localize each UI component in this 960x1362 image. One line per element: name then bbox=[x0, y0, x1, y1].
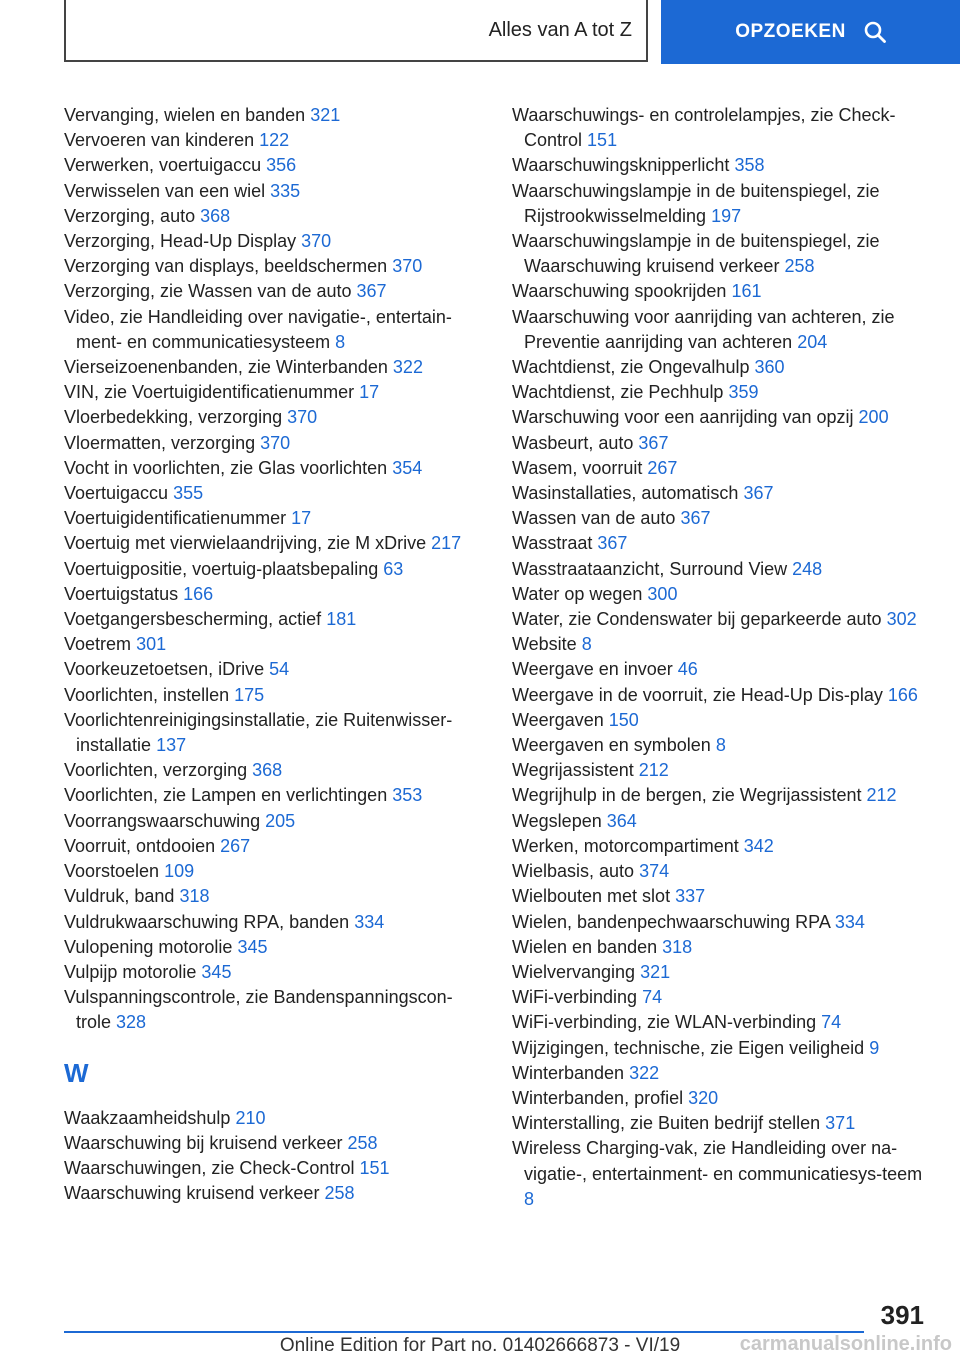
magnifier-icon bbox=[864, 21, 886, 43]
page-link[interactable]: 8 bbox=[581, 634, 592, 655]
page-link[interactable]: 345 bbox=[237, 936, 268, 957]
index-column-left bbox=[64, 103, 479, 1206]
page-link[interactable]: 322 bbox=[629, 1062, 660, 1083]
page-link[interactable]: 9 bbox=[869, 1037, 880, 1058]
index-entry bbox=[512, 1111, 932, 1136]
page-link[interactable]: 367 bbox=[638, 432, 669, 453]
index-entry-text: Weergave in de voorruit, zie Head-Up Dis‐play bbox=[512, 684, 883, 705]
page-link[interactable]: 371 bbox=[825, 1113, 856, 1134]
page-link[interactable]: 334 bbox=[354, 911, 385, 932]
page-link[interactable]: 370 bbox=[301, 231, 332, 252]
page-link[interactable]: 197 bbox=[711, 205, 742, 226]
page-link[interactable]: 217 bbox=[431, 533, 462, 554]
index-entry bbox=[64, 1181, 479, 1206]
index-entry-text: Vulopening motorolie bbox=[64, 936, 233, 957]
index-entry-text: WiFi-verbinding bbox=[512, 987, 638, 1008]
index-entry-text: Weergaven en symbolen bbox=[512, 735, 711, 756]
index-entry-text: Wielen en banden bbox=[512, 936, 658, 957]
page-link[interactable]: 17 bbox=[359, 382, 380, 403]
page-link[interactable]: 300 bbox=[647, 583, 678, 604]
page-link[interactable]: 212 bbox=[638, 760, 669, 781]
index-entry-text: Wasstraat bbox=[512, 533, 593, 554]
index-entry bbox=[512, 456, 932, 481]
index-entry bbox=[64, 607, 479, 632]
index-entry bbox=[512, 431, 932, 456]
page-link[interactable]: 151 bbox=[587, 130, 618, 151]
page-link[interactable]: 328 bbox=[116, 1012, 147, 1033]
index-entry bbox=[64, 985, 479, 1035]
index-entry bbox=[64, 179, 479, 204]
index-entry bbox=[512, 632, 932, 657]
index-entry-text: Voertuigaccu bbox=[64, 483, 169, 504]
watermark: carmanualsonline.info bbox=[739, 1333, 952, 1355]
page-link[interactable]: 321 bbox=[640, 961, 671, 982]
index-entry-text: Wielen, bandenpechwaarschuwing RPA bbox=[512, 911, 830, 932]
index-entry bbox=[64, 456, 479, 481]
index-entry-text: Video, zie Handleiding over navigatie-, entertain‐ment- en communicatiesysteem bbox=[64, 306, 452, 352]
index-entry bbox=[512, 405, 932, 430]
page-link[interactable]: 204 bbox=[797, 331, 828, 352]
page-link[interactable]: 151 bbox=[359, 1157, 390, 1178]
index-entry-text: Voertuig met vierwielaandrijving, zie M xDrive bbox=[64, 533, 427, 554]
page-link[interactable]: 359 bbox=[728, 382, 759, 403]
index-entry bbox=[512, 103, 932, 153]
index-entry-text: Vuldruk, band bbox=[64, 886, 175, 907]
index-entry-text: Voorlichten, verzorging bbox=[64, 760, 248, 781]
page-link[interactable]: 8 bbox=[524, 1188, 535, 1209]
page-link[interactable]: 360 bbox=[754, 357, 785, 378]
index-entry-text: Werken, motorcompartiment bbox=[512, 835, 739, 856]
index-entry bbox=[512, 985, 932, 1010]
index-entry bbox=[512, 809, 932, 834]
index-entry bbox=[64, 859, 479, 884]
index-entry-text: Voorkeuzetoetsen, iDrive bbox=[64, 659, 265, 680]
index-entry bbox=[64, 431, 479, 456]
index-entry-text: Voorlichten, instellen bbox=[64, 684, 230, 705]
index-entry-text: Vuldrukwaarschuwing RPA, banden bbox=[64, 911, 350, 932]
page-link[interactable]: 205 bbox=[265, 810, 296, 831]
index-entry bbox=[512, 1036, 932, 1061]
index-entry-text: Wegslepen bbox=[512, 810, 602, 831]
index-entry-text: Weergaven bbox=[512, 709, 604, 730]
index-entry-text: Verzorging, Head-Up Display bbox=[64, 231, 297, 252]
page-link[interactable]: 8 bbox=[715, 735, 726, 756]
index-entry-text: Winterbanden bbox=[512, 1062, 625, 1083]
index-entry-text: Voorrangswaarschuwing bbox=[64, 810, 261, 831]
index-entry-text: Wasbeurt, auto bbox=[512, 432, 634, 453]
page-link[interactable]: 356 bbox=[266, 155, 297, 176]
search-label: OPZOEKEN bbox=[735, 21, 846, 42]
index-entry-text: Winterbanden, profiel bbox=[512, 1087, 684, 1108]
index-entry-text: Verwerken, voertuigaccu bbox=[64, 155, 262, 176]
index-entry bbox=[512, 1010, 932, 1035]
page-number: 391 bbox=[880, 1300, 924, 1330]
index-entry-text: Winterstalling, zie Buiten bedrijf stellen bbox=[512, 1113, 821, 1134]
page-link[interactable]: 258 bbox=[784, 256, 815, 277]
index-entry bbox=[64, 380, 479, 405]
index-entry-text: Wasinstallaties, automatisch bbox=[512, 483, 739, 504]
index-entry-text: Voertuigpositie, voertuig-plaatsbepaling bbox=[64, 558, 379, 579]
index-entry-text: Voetgangersbescherming, actief bbox=[64, 609, 322, 630]
page-link[interactable]: 212 bbox=[866, 785, 897, 806]
index-entry-text: Wireless Charging-vak, zie Handleiding over na‐vigatie-, entertainment- en communicatiesys‐teem bbox=[512, 1138, 923, 1184]
page-link[interactable]: 54 bbox=[269, 659, 290, 680]
index-entry-text: Weergave en invoer bbox=[512, 659, 673, 680]
page-link[interactable]: 248 bbox=[792, 558, 823, 579]
index-entry bbox=[64, 153, 479, 178]
index-entry-text: Voertuigidentificatienummer bbox=[64, 508, 287, 529]
index-entry-text: Waarschuwings- en controlelampjes, zie Check-Control bbox=[512, 105, 896, 151]
page-link[interactable]: 345 bbox=[201, 961, 232, 982]
index-entry bbox=[64, 531, 479, 556]
index-entry bbox=[64, 103, 479, 128]
index-entry-text: Wachtdienst, zie Pechhulp bbox=[512, 382, 724, 403]
page-link[interactable]: 109 bbox=[164, 861, 195, 882]
page-link[interactable]: 367 bbox=[743, 483, 774, 504]
index-entry bbox=[512, 733, 932, 758]
index-entry-text: Wegrijhulp in de bergen, zie Wegrijassistent bbox=[512, 785, 862, 806]
index-entry bbox=[512, 683, 932, 708]
index-entry bbox=[512, 380, 932, 405]
index-entry bbox=[64, 1106, 479, 1131]
page-link[interactable]: 355 bbox=[173, 483, 204, 504]
page-link[interactable]: 200 bbox=[858, 407, 889, 428]
page-link[interactable]: 322 bbox=[392, 357, 423, 378]
page-link[interactable]: 210 bbox=[235, 1107, 266, 1128]
index-entry bbox=[512, 1136, 932, 1212]
index-entry-text: Voorlichten, zie Lampen en verlichtingen bbox=[64, 785, 388, 806]
search-button[interactable] bbox=[661, 0, 960, 64]
index-entry bbox=[512, 935, 932, 960]
page-link[interactable]: 8 bbox=[335, 331, 346, 352]
page-link[interactable]: 370 bbox=[392, 256, 423, 277]
index-entry bbox=[64, 960, 479, 985]
index-entry bbox=[512, 884, 932, 909]
page-link[interactable]: 150 bbox=[608, 709, 639, 730]
index-entry bbox=[512, 783, 932, 808]
index-entry bbox=[64, 708, 479, 758]
page-link[interactable]: 166 bbox=[183, 583, 214, 604]
page-link[interactable]: 354 bbox=[392, 457, 423, 478]
page-link[interactable]: 137 bbox=[156, 735, 187, 756]
index-entry-text: Wegrijassistent bbox=[512, 760, 634, 781]
index-entry bbox=[64, 1156, 479, 1181]
index-entry bbox=[64, 683, 479, 708]
index-entry-text: Water op wegen bbox=[512, 583, 643, 604]
page-link[interactable]: 267 bbox=[220, 835, 251, 856]
index-entry-text: Waarschuwing kruisend verkeer bbox=[64, 1183, 320, 1204]
page-link[interactable]: 161 bbox=[731, 281, 762, 302]
index-entry bbox=[512, 229, 932, 279]
index-entry-text: Voorruit, ontdooien bbox=[64, 835, 216, 856]
page-link[interactable]: 46 bbox=[677, 659, 698, 680]
page-link[interactable]: 370 bbox=[287, 407, 318, 428]
index-entry bbox=[512, 1086, 932, 1111]
index-entry-text: Wielvervanging bbox=[512, 961, 636, 982]
index-entry bbox=[512, 279, 932, 304]
index-entry bbox=[64, 809, 479, 834]
tab-label: Alles van A tot Z bbox=[488, 18, 632, 41]
index-entry bbox=[512, 708, 932, 733]
index-entry bbox=[512, 607, 932, 632]
index-entry bbox=[512, 758, 932, 783]
index-entry bbox=[512, 153, 932, 178]
index-column-right bbox=[512, 103, 932, 1212]
page-link[interactable]: 166 bbox=[887, 684, 918, 705]
tab-alles-van-a-tot-z[interactable] bbox=[64, 0, 648, 62]
page-link[interactable]: 367 bbox=[356, 281, 387, 302]
page-link[interactable]: 301 bbox=[136, 634, 167, 655]
index-entry-text: Voorstoelen bbox=[64, 861, 160, 882]
index-entry-text: Waarschuwing voor aanrijding van achteren, zie Preventie aanrijding van achteren bbox=[512, 306, 895, 352]
page-link[interactable]: 74 bbox=[821, 1012, 842, 1033]
index-entry-text: Website bbox=[512, 634, 577, 655]
index-entry bbox=[512, 910, 932, 935]
index-entry-text: Waarschuwing bij kruisend verkeer bbox=[64, 1132, 343, 1153]
index-entry bbox=[64, 632, 479, 657]
index-entry bbox=[64, 557, 479, 582]
index-entry bbox=[64, 305, 479, 355]
index-entry-text: Voorlichtenreinigingsinstallatie, zie Ruitenwisser‐installatie bbox=[64, 709, 453, 756]
page-link[interactable]: 367 bbox=[680, 508, 711, 529]
index-entry-text: Wijzigingen, technische, zie Eigen veiligheid bbox=[512, 1037, 865, 1058]
index-entry-text: Voertuigstatus bbox=[64, 583, 179, 604]
page-link[interactable]: 353 bbox=[392, 785, 423, 806]
index-entry-text: Water, zie Condenswater bij geparkeerde auto bbox=[512, 609, 882, 630]
index-list-w-continued bbox=[512, 103, 932, 1212]
section-letter: W bbox=[64, 1057, 89, 1088]
index-entry-text: Voetrem bbox=[64, 634, 132, 655]
index-entry-text: Vervanging, wielen en banden bbox=[64, 105, 306, 125]
index-entry bbox=[64, 204, 479, 229]
index-entry bbox=[64, 405, 479, 430]
page-link[interactable]: 74 bbox=[642, 987, 663, 1008]
index-entry bbox=[512, 557, 932, 582]
index-entry bbox=[64, 582, 479, 607]
index-entry-text: Vulpijp motorolie bbox=[64, 961, 197, 982]
page-link[interactable]: 367 bbox=[597, 533, 628, 554]
page-link[interactable]: 267 bbox=[647, 457, 678, 478]
index-entry-text: Waarschuwingsknipperlicht bbox=[512, 155, 730, 176]
page-link[interactable]: 17 bbox=[291, 508, 312, 529]
index-entry-text: Wasem, voorruit bbox=[512, 457, 643, 478]
page-link[interactable]: 358 bbox=[734, 155, 765, 176]
index-entry bbox=[64, 657, 479, 682]
page-link[interactable]: 335 bbox=[270, 180, 301, 201]
index-entry-text: Waarschuwingslampje in de buitenspiegel, zie Waarschuwing kruisend verkeer bbox=[512, 231, 880, 277]
page-link[interactable]: 374 bbox=[639, 861, 670, 882]
page-link[interactable]: 321 bbox=[310, 105, 341, 125]
page-link[interactable]: 368 bbox=[200, 205, 231, 226]
page-link[interactable]: 258 bbox=[324, 1183, 355, 1204]
index-entry bbox=[64, 935, 479, 960]
index-entry-text: Wassen van de auto bbox=[512, 508, 676, 529]
page-link[interactable]: 364 bbox=[606, 810, 637, 831]
index-entry bbox=[512, 355, 932, 380]
page-link[interactable]: 122 bbox=[259, 130, 290, 151]
index-entry bbox=[512, 481, 932, 506]
index-entry-text: Wasstraataanzicht, Surround View bbox=[512, 558, 788, 579]
page-link[interactable]: 302 bbox=[886, 609, 917, 630]
index-entry bbox=[64, 758, 479, 783]
edition-text: Online Edition for Part no. 01402666873 - VI/19 bbox=[279, 1335, 681, 1356]
index-entry bbox=[64, 910, 479, 935]
index-list-v bbox=[64, 103, 479, 1036]
index-entry-text: Waarschuwingslampje in de buitenspiegel, zie Rijstrookwisselmelding bbox=[512, 180, 880, 226]
index-entry-text: Waarschuwing spookrijden bbox=[512, 281, 727, 302]
top-navigation bbox=[0, 0, 960, 64]
index-entry bbox=[512, 179, 932, 229]
index-entry-text: Vocht in voorlichten, zie Glas voorlichten bbox=[64, 457, 388, 478]
index-entry-text: Wielbasis, auto bbox=[512, 861, 635, 882]
index-entry-text: Vloerbedekking, verzorging bbox=[64, 407, 283, 428]
page-link[interactable]: 258 bbox=[347, 1132, 378, 1153]
page-link[interactable]: 342 bbox=[743, 835, 774, 856]
index-entry-text: Wachtdienst, zie Ongevalhulp bbox=[512, 357, 750, 378]
index-entry bbox=[64, 128, 479, 153]
index-entry bbox=[64, 884, 479, 909]
index-entry bbox=[512, 960, 932, 985]
index-entry-text: Verzorging van displays, beeldschermen bbox=[64, 256, 388, 277]
index-entry-text: Vervoeren van kinderen bbox=[64, 130, 255, 151]
page-link[interactable]: 337 bbox=[675, 886, 706, 907]
index-entry-text: WiFi-verbinding, zie WLAN-verbinding bbox=[512, 1012, 817, 1033]
index-entry-text: Waarschuwingen, zie Check-Control bbox=[64, 1157, 355, 1178]
index-entry bbox=[64, 481, 479, 506]
index-entry-text: Wielbouten met slot bbox=[512, 886, 671, 907]
page-link[interactable]: 318 bbox=[179, 886, 210, 907]
index-entry bbox=[64, 254, 479, 279]
index-entry bbox=[512, 531, 932, 556]
index-entry bbox=[512, 834, 932, 859]
page-link[interactable]: 181 bbox=[326, 609, 357, 630]
index-entry bbox=[512, 506, 932, 531]
index-entry bbox=[64, 783, 479, 808]
index-entry-text: Verzorging, zie Wassen van de auto bbox=[64, 281, 352, 302]
index-entry bbox=[512, 582, 932, 607]
page-link[interactable]: 63 bbox=[383, 558, 404, 579]
index-entry-text: Verzorging, auto bbox=[64, 205, 196, 226]
index-entry-text: Warschuwing voor een aanrijding van opzij bbox=[512, 407, 854, 428]
index-entry bbox=[64, 834, 479, 859]
index-entry-text: Waakzaamheidshulp bbox=[64, 1107, 231, 1128]
index-entry bbox=[512, 657, 932, 682]
index-entry bbox=[512, 1061, 932, 1086]
page-link[interactable]: 368 bbox=[252, 760, 283, 781]
index-entry-text: Vloermatten, verzorging bbox=[64, 432, 256, 453]
index-entry bbox=[64, 279, 479, 304]
index-entry bbox=[64, 355, 479, 380]
page-link[interactable]: 334 bbox=[834, 911, 865, 932]
page-link[interactable]: 370 bbox=[260, 432, 291, 453]
index-entry bbox=[64, 506, 479, 531]
page-link[interactable]: 318 bbox=[662, 936, 693, 957]
page-link[interactable]: 175 bbox=[234, 684, 265, 705]
index-entry bbox=[512, 305, 932, 355]
index-entry-text: Vierseizoenenbanden, zie Winterbanden bbox=[64, 357, 388, 378]
index-entry bbox=[512, 859, 932, 884]
index-entry bbox=[64, 1131, 479, 1156]
index-entry-text: Verwisselen van een wiel bbox=[64, 180, 266, 201]
index-entry bbox=[64, 229, 479, 254]
page-link[interactable]: 320 bbox=[688, 1087, 719, 1108]
index-entry-text: VIN, zie Voertuigidentificatienummer bbox=[64, 382, 355, 403]
index-list-w bbox=[64, 1106, 479, 1207]
index-entry-text: Vulspanningscontrole, zie Bandenspanningscon‐trole bbox=[64, 987, 453, 1033]
